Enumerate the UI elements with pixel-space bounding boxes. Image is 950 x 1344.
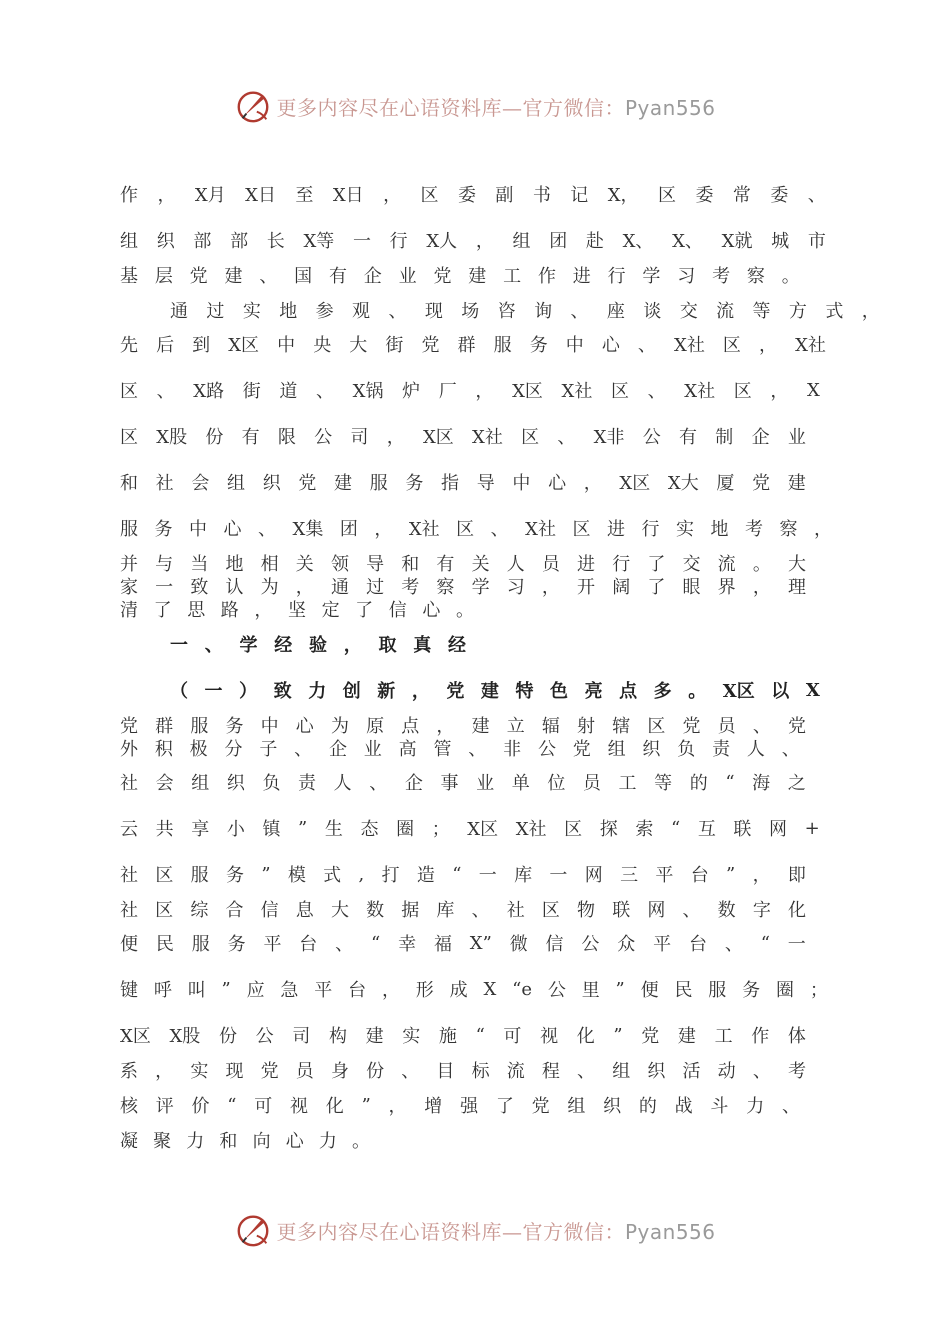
section-heading: 一 、 学 经 验 ， 取 真 经 <box>170 635 466 656</box>
text-line: 社 会 组 织 负 责 人 、 企 事 业 单 位 员 工 等 的 “ 海 之 <box>120 771 806 794</box>
footer-banner <box>0 1208 950 1252</box>
text-line: 外 积 极 分 子 、 企 业 高 管 、 非 公 党 组 织 负 责 人 、 <box>120 739 800 760</box>
text-line: 并 与 当 地 相 关 领 导 和 有 关 人 员 进 行 了 交 流 。 大 <box>120 554 806 575</box>
text-line: 区 X股 份 有 限 公 司 ， X区 X社 区 、 X非 公 有 制 企 业 <box>120 427 806 448</box>
text-line: 键 呼 叫 ” 应 急 平 台 ， 形 成 X “e 公 里 ” 便 民 服 务 圈 ； <box>120 978 828 1001</box>
text-line: 基 层 党 建 、 国 有 企 业 党 建 工 作 进 行 学 习 考 察 。 <box>120 266 800 287</box>
quill-logo-icon <box>234 1211 272 1249</box>
text-line: 作 ， X月 X日 至 X日 ， 区 委 副 书 记 X， 区 委 常 委 、 <box>120 185 826 206</box>
text-line: 通 过 实 地 参 观 、 现 场 咨 询 、 座 谈 交 流 等 方 式 ， <box>170 301 880 322</box>
text-line: 凝 聚 力 和 向 心 力 。 <box>120 1131 370 1152</box>
subsection-heading: （ 一 ） 致 力 创 新 ， 党 建 特 色 亮 点 多 。 X区 以 X <box>170 679 820 702</box>
text-line: 核 评 价 “ 可 视 化 ” ， 增 强 了 党 组 织 的 战 斗 力 、 <box>120 1094 800 1117</box>
text-line: 云 共 享 小 镇 ” 生 态 圈 ； X区 X社 区 探 索 “ 互 联 网 + <box>120 817 820 840</box>
text-line: 便 民 服 务 平 台 、 “ 幸 福 X” 微 信 公 众 平 台 、 “ 一 <box>120 932 806 955</box>
quill-logo-icon <box>234 87 272 125</box>
text-line: 清 了 思 路 ， 坚 定 了 信 心 。 <box>120 600 474 621</box>
text-line: 党 群 服 务 中 心 为 原 点 ， 建 立 辐 射 辖 区 党 员 、 党 <box>120 716 806 737</box>
text-line: X区 X股 份 公 司 构 建 实 施 “ 可 视 化 ” 党 建 工 作 体 <box>120 1024 806 1047</box>
text-line: 服 务 中 心 、 X集 团 ， X社 区 、 X社 区 进 行 实 地 考 察 ， <box>120 519 832 540</box>
banner-text: 更多内容尽在心语资料库—官方微信：Pyan556 <box>276 1219 716 1244</box>
text-line: 区 、 X路 街 道 、 X锅 炉 厂 ， X区 X社 区 、 X社 区 ， X <box>120 379 820 402</box>
header-banner <box>0 84 950 128</box>
banner-text: 更多内容尽在心语资料库—官方微信：Pyan556 <box>276 95 716 120</box>
text-line: 先 后 到 X区 中 央 大 街 党 群 服 务 中 心 、 X社 区 ， X社 <box>120 335 826 356</box>
text-line: 系 ， 实 现 党 员 身 份 、 目 标 流 程 、 组 织 活 动 、 考 <box>120 1061 806 1082</box>
text-line: 和 社 会 组 织 党 建 服 务 指 导 中 心 ， X区 X大 厦 党 建 <box>120 473 806 494</box>
text-line: 家 一 致 认 为 ， 通 过 考 察 学 习 ， 开 阔 了 眼 界 ， 理 <box>120 577 806 598</box>
text-line: 社 区 综 合 信 息 大 数 据 库 、 社 区 物 联 网 、 数 字 化 <box>120 900 806 921</box>
text-line: 组 织 部 部 长 X等 一 行 X人 ， 组 团 赴 X、 X、 X就 城 市 <box>120 231 826 252</box>
text-line: 社 区 服 务 ” 模 式 , 打 造 “ 一 库 一 网 三 平 台 ” ， 即 <box>120 863 806 886</box>
